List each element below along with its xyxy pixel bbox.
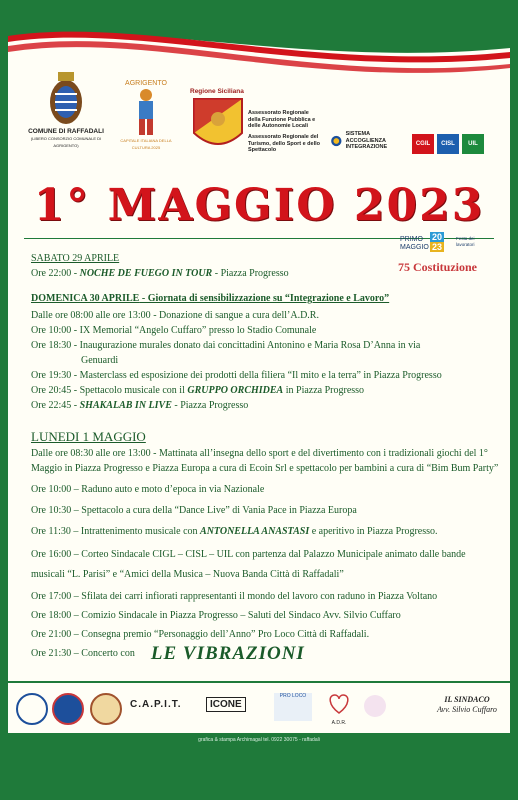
comune-name: COMUNE DI RAFFADALI xyxy=(28,128,104,135)
list-item: Dalle ore 08:00 alle ore 13:00 - Donazione di sangue a cura dell’A.D.R. xyxy=(31,310,319,321)
uil-logo: UIL xyxy=(462,134,484,154)
badge-festa: Festa dei lavoratori xyxy=(456,236,475,247)
comune-crest-icon xyxy=(46,70,86,128)
assessorato-2: Assessorato Regionale del Turismo, dello Sport e dello Spettacolo xyxy=(248,134,321,153)
footer-logos xyxy=(8,681,510,733)
telamon-icon xyxy=(131,87,161,137)
list-item: Ore 18:00 – Comizio Sindacale in Piazza Progresso – Saluti del Sindaco Avv. Silvio Cuffaro xyxy=(31,610,401,621)
association-logo-2 xyxy=(52,693,84,725)
association-logo-3 xyxy=(90,693,122,725)
list-item: Ore 21:30 – Concerto con LE VIBRAZIONI xyxy=(31,643,305,664)
list-item: Ore 11:30 – Intrattenimento musicale con ANTONELLA ANASTASI e aperitivo in Piazza Progresso. xyxy=(31,526,438,537)
list-item: Ore 18:30 - Inaugurazione murales donato dai concittadini Antonino e Maria Rosa D’Anna in via xyxy=(31,340,421,351)
badge-primo: PRIMO xyxy=(400,236,423,243)
list-item: Ore 17:00 – Sfilata dei carri infiorati rappresentanti il mondo del lavoro con raduno in Piazza Voltano xyxy=(31,591,438,602)
agrigento-caption: CAPITALE ITALIANA DELLA CULTURA 2025 xyxy=(120,138,172,150)
saturday-heading: SABATO 29 APRILE xyxy=(31,253,120,264)
monday-events xyxy=(31,446,501,664)
comune-subtitle: (LIBERO CONSORZIO COMUNALE DI AGRIGENTO) xyxy=(30,136,102,148)
saturday-event: Ore 22:00 - NOCHE DE FUEGO IN TOUR - Piazza Progresso xyxy=(31,268,289,279)
sunday-heading: DOMENICA 30 APRILE - Giornata di sensibilizzazione su “Integrazione e Lavoro” xyxy=(31,293,390,304)
list-item: Ore 22:45 - SHAKALAB IN LIVE - Piazza Progresso xyxy=(31,400,249,411)
badge-year-top: 20 xyxy=(432,232,443,242)
print-credit: grafica & stampa Archimagal tel. 0922 30075 - raffadali xyxy=(198,737,320,743)
sai-text: SISTEMA ACCOGLIENZA INTEGRAZIONE xyxy=(345,131,388,151)
poster xyxy=(8,8,510,733)
badge-maggio: MAGGIO xyxy=(400,244,429,251)
badge-year-bottom: 23 xyxy=(432,242,443,252)
proloco-logo: PRO LOCO xyxy=(274,693,312,721)
cisl-logo: CISL xyxy=(437,134,459,154)
list-item: Genuardi xyxy=(81,355,119,366)
sunday-events xyxy=(31,309,501,412)
sindaco-signature: IL SINDACO Avv. Silvio Cuffaro xyxy=(437,695,497,714)
trinacria-icon xyxy=(190,95,246,155)
headliner: LE VIBRAZIONI xyxy=(150,643,305,664)
list-item: Ore 21:00 – Consegna premio “Personaggio dell’Anno” Pro Loco Città di Raffadali. xyxy=(31,629,370,640)
comune-logo xyxy=(22,70,110,149)
regione-logo xyxy=(190,88,250,160)
sai-logo xyxy=(330,130,408,152)
program xyxy=(31,248,501,663)
badge-costituzione: 75 Costituzione xyxy=(398,260,477,274)
monday-heading: LUNEDI 1 MAGGIO xyxy=(31,429,146,444)
association-logo-1 xyxy=(16,693,48,725)
assessorato-1: Assessorato Regionale della Funzione Pubblica e delle Autonomie Locali xyxy=(248,110,316,129)
association-logo-4 xyxy=(364,695,386,717)
cgil-logo: CGIL xyxy=(412,134,434,154)
list-item: Ore 10:00 – Raduno auto e moto d’epoca in via Nazionale xyxy=(31,484,265,495)
agrigento-logo xyxy=(120,80,172,151)
list-item: Dalle ore 08:30 alle ore 13:00 - Mattinata all’insegna dello sport e del divertimento con i tradizionali giochi del 1° Maggio in Piazza Progresso e Piazza Europa a cura di Ecoin Srl e spettacolo per bambini a cura di “Bim Bum Party” xyxy=(31,448,499,474)
list-item: Ore 19:30 - Masterclass ed esposizione dei prodotti della filiera “Il mito e la terra” in Piazza Progresso xyxy=(31,370,442,381)
list-item: Ore 10:00 - IX Memorial “Angelo Cuffaro” presso lo Stadio Comunale xyxy=(31,325,317,336)
list-item: Ore 20:45 - Spettacolo musicale con il GRUPPO ORCHIDEA in Piazza Progresso xyxy=(31,385,365,396)
list-item: Ore 16:00 – Corteo Sindacale CIGL – CISL – UIL con partenza dal Palazzo Municipale animato dalle bande musicali “L. Parisi” e “Amici della Musica – Nuova Banda Città di Raffadali” xyxy=(31,549,466,580)
regione-name: Regione Siciliana xyxy=(190,88,244,95)
adr-logo: A.D.R. xyxy=(324,691,354,726)
sai-circle-icon xyxy=(330,130,343,152)
page-title: 1° MAGGIO 2023 xyxy=(33,180,485,231)
capit-logo: C.A.P.I.T. xyxy=(130,699,182,710)
list-item: Ore 10:30 – Spettacolo a cura della “Dance Live” di Vania Pace in Piazza Europa xyxy=(31,505,357,516)
agrigento-word: AGRIGENTO xyxy=(125,80,167,87)
union-logos xyxy=(412,134,484,154)
icone-logo: ICONE xyxy=(206,697,246,712)
heart-icon xyxy=(326,691,352,715)
